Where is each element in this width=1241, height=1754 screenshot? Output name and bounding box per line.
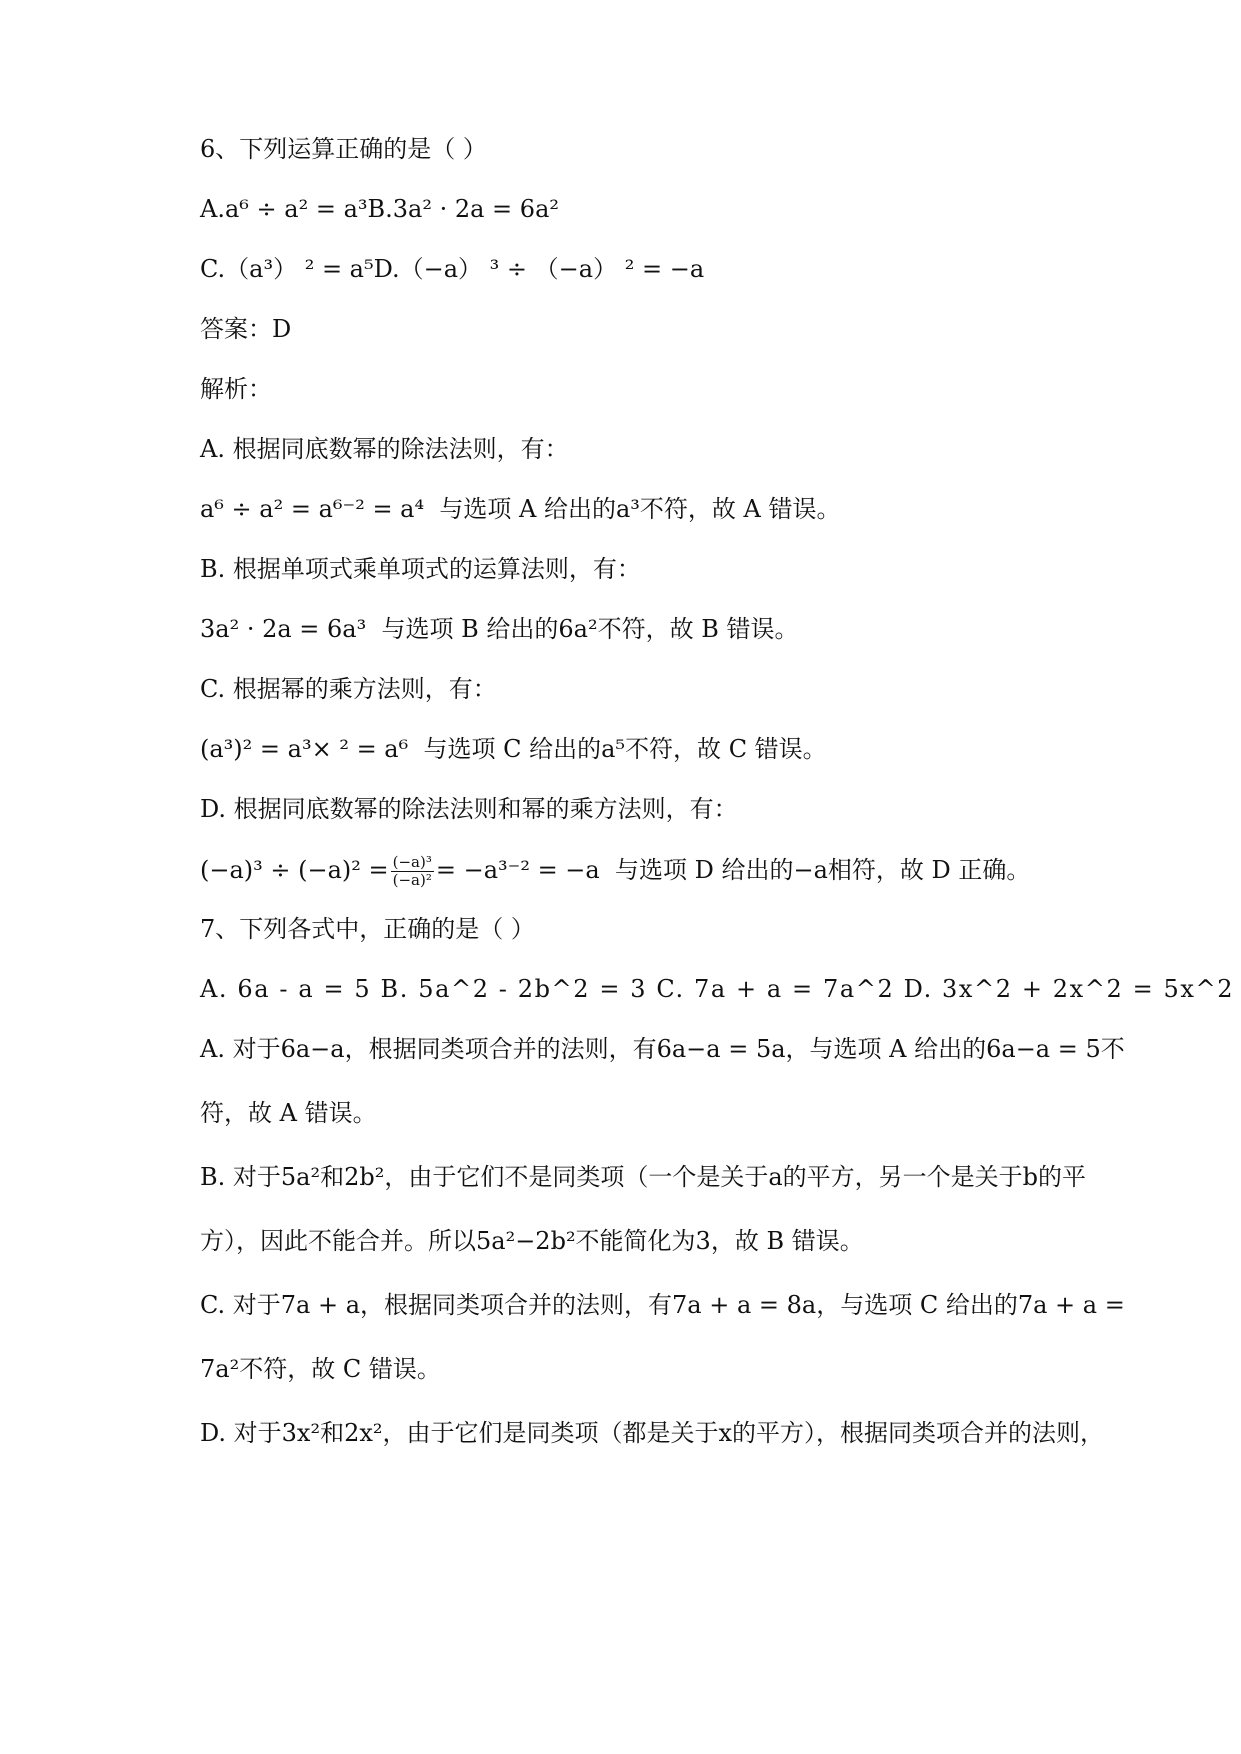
q7-c-line-1: C. 对于7a + a，根据同类项合并的法则，有7a + a = 8a，与选项 C 给出的7a + a = <box>200 1291 1125 1319</box>
q7-a-line-2: 符，故 A 错误。 <box>200 1099 377 1127</box>
q6-options-ab <box>200 194 1100 224</box>
q6-option-d-label: D. <box>373 255 400 283</box>
q6-c-conclusion-1: 与选项 C 给出的 <box>423 735 602 763</box>
q6-a-calc: a⁶ ÷ a² = a⁶⁻² = a⁴ <box>200 495 425 523</box>
q6-d-conclusion-1: 与选项 D 给出的 <box>615 856 794 884</box>
q6-d-conclusion-2: 相符，故 D 正确。 <box>827 856 1031 884</box>
q6-d-calc-right: = −a³⁻² = −a <box>435 856 600 884</box>
q6-c-calc: (a³)² = a³× ² = a⁶ <box>200 735 409 763</box>
q6-b-calc: 3a² · 2a = 6a³ <box>200 615 367 643</box>
q6-c-conclusion-2: 不符，故 C 错误。 <box>625 735 827 763</box>
q6-a-rule: A. 根据同底数幂的除法法则，有： <box>200 435 569 463</box>
q6-b-rule: B. 根据单项式乘单项式的运算法则，有： <box>200 555 641 583</box>
q6-d-rule: D. 根据同底数幂的除法法则和幂的乘方法则，有： <box>200 795 738 823</box>
q6-d-fraction <box>391 854 434 889</box>
q6-options-cd <box>200 254 1100 284</box>
q6-b-conclusion-term: 6a² <box>558 615 598 643</box>
q7-b-line-2: 方），因此不能合并。所以5a²−2b²不能简化为3，故 B 错误。 <box>200 1227 864 1255</box>
q6-option-b-expr: 3a² · 2a = 6a² <box>392 195 559 223</box>
q6-b-conclusion-1: 与选项 B 给出的 <box>381 615 559 643</box>
q6-a-conclusion-term: a³ <box>615 495 640 523</box>
q6-a-calc-line <box>200 494 1100 524</box>
q6-option-d-expr: （−a） ³ ÷ （−a） ² = −a <box>399 255 705 283</box>
q6-d-frac-denominator: (−a)² <box>392 871 432 889</box>
q6-option-c-expr: （a³） ² = a⁵ <box>225 255 374 283</box>
q7-b-line-1: B. 对于5a²和2b²，由于它们不是同类项（一个是关于a的平方，另一个是关于b的平 <box>200 1163 1087 1191</box>
q6-a-conclusion-2: 不符，故 A 错误。 <box>639 495 841 523</box>
q6-c-calc-line <box>200 734 1100 764</box>
q6-d-frac-numerator: (−a)³ <box>392 853 432 871</box>
q6-answer: 答案：D <box>200 315 292 343</box>
q7-title: 7、下列各式中，正确的是（ ） <box>200 915 535 943</box>
q7-d-line-1: D. 对于3x²和2x²，由于它们是同类项（都是关于x的平方），根据同类项合并的法则， <box>200 1419 1105 1447</box>
q7-a-line-1: A. 对于6a−a，根据同类项合并的法则，有6a−a = 5a，与选项 A 给出的6a−a = 5不 <box>200 1035 1125 1063</box>
q6-c-conclusion-term: a⁵ <box>601 735 626 763</box>
q6-b-calc-line <box>200 614 1100 644</box>
q6-option-a-label: A. <box>200 195 225 223</box>
q6-d-calc-left: (−a)³ ÷ (−a)² = <box>200 856 389 884</box>
q6-c-rule: C. 根据幂的乘方法则，有： <box>200 675 497 703</box>
q6-d-conclusion-term: −a <box>793 856 828 884</box>
q6-d-calc-line <box>200 854 1100 889</box>
q6-option-a-expr: a⁶ ÷ a² = a³ <box>224 195 368 223</box>
q6-title: 6、下列运算正确的是（ ） <box>200 135 487 163</box>
q6-option-b-label: B. <box>367 195 393 223</box>
q7-options: A. 6a - a = 5 B. 5a^2 - 2b^2 = 3 C. 7a + a = 7a^2 D. 3x^2 + 2x^2 = 5x^2 <box>200 975 1235 1003</box>
q6-option-c-label: C. <box>200 255 226 283</box>
q6-analysis-label: 解析： <box>200 375 272 403</box>
q6-b-conclusion-2: 不符，故 B 错误。 <box>597 615 799 643</box>
q7-c-line-2: 7a²不符，故 C 错误。 <box>200 1355 441 1383</box>
q6-a-conclusion-1: 与选项 A 给出的 <box>439 495 616 523</box>
